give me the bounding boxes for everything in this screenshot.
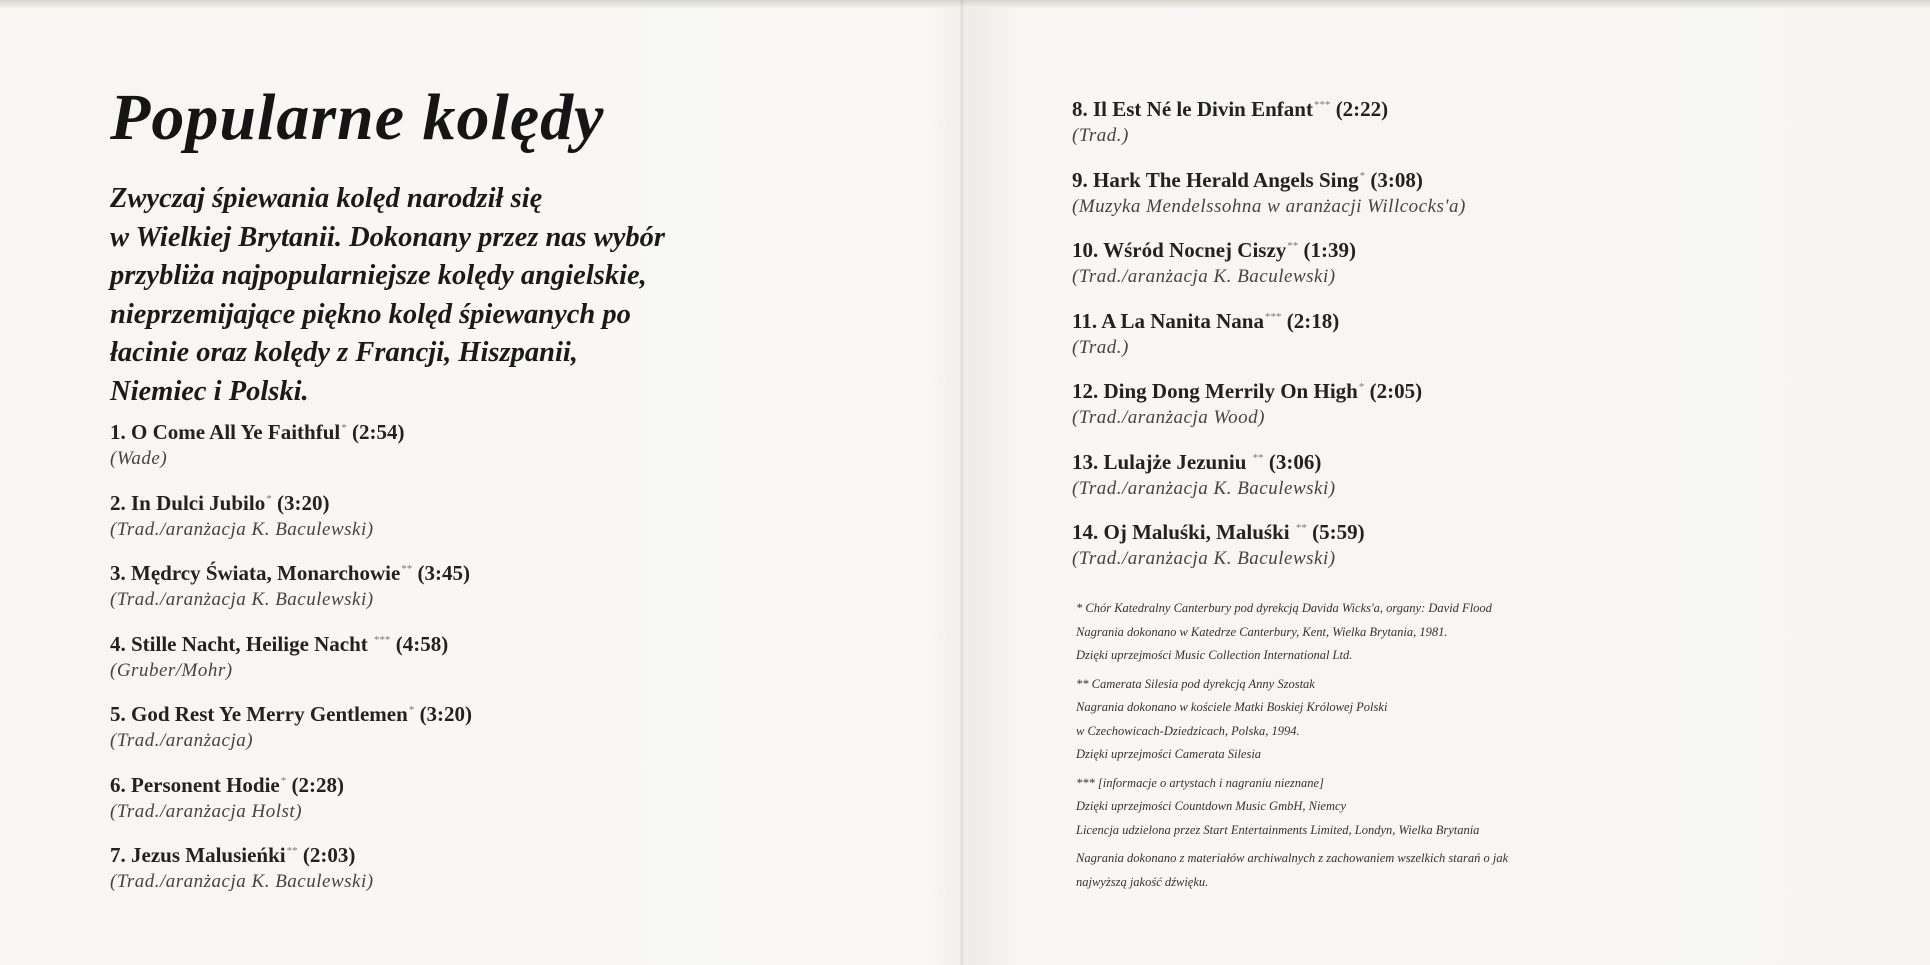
track-time: (3:20) [276,490,330,515]
track-title-line [110,697,930,728]
track-mark: * [1359,169,1366,182]
note-line: Dzięki uprzejmości Countdown Music GmbH, Niemcy [1076,799,1347,813]
center-fold [960,0,964,965]
track-time: (2:03) [302,843,356,867]
track-credit: (Gruber/Mohr) [110,659,233,681]
track-mark: * [266,492,272,505]
track-number: 7. [110,843,126,867]
track-title-line [1072,233,1892,264]
track-item [110,768,930,824]
track-item [110,556,930,612]
track-title: Hark The Herald Angels Sing [1093,167,1359,192]
track-mark: * [1358,381,1365,393]
track-item [1072,92,1892,148]
intro-line: nieprzemijające piękno kolęd śpiewanych po [110,298,631,330]
track-credit: (Trad./aranżacja Wood) [1072,407,1265,428]
track-number: 4. [110,631,126,656]
track-title-line [110,838,930,869]
track-credit: (Trad./aranżacja K. Baculewski) [1072,477,1336,499]
track-item [1072,515,1892,571]
note-line: * Chór Katedralny Canterbury pod dyrekcją Davida Wicks'a, organy: David Flood [1076,601,1492,615]
right-page [1072,92,1892,586]
note-line: Nagrania dokonano w kościele Matki Boskiej Królowej Polski [1076,700,1388,714]
intro-line: Zwyczaj śpiewania kolęd narodził się [110,183,543,214]
track-number: 13. [1072,449,1099,474]
track-credit: (Trad./aranżacja K. Baculewski) [1072,548,1336,569]
track-title: A La Nanita Nana [1101,308,1264,333]
track-title: In Dulci Jubilo [131,490,266,515]
track-time: (3:20) [419,702,473,726]
track-item [1072,445,1892,501]
track-credit: (Wade) [110,448,168,469]
track-credit: (Trad./aranżacja) [110,730,254,751]
track-title-line [110,768,930,799]
note-block-camerata [1076,673,1896,767]
track-title-line [1072,163,1892,194]
track-number: 10. [1072,238,1099,262]
track-item [110,838,930,894]
intro-line: Niemiec i Polski. [110,375,309,407]
note-line: najwyższą jakość dźwięku. [1076,874,1209,889]
track-mark: *** [1264,310,1282,323]
track-title: Ding Dong Merrily On High [1103,379,1358,403]
track-title-line [1072,304,1892,335]
track-number: 11. [1072,308,1098,333]
note-block-canterbury [1076,597,1896,668]
track-time: (3:06) [1268,449,1322,474]
page-title: Popularne kolędy [110,81,605,154]
track-time: (2:28) [291,772,344,797]
track-item [110,697,930,753]
track-time: (3:45) [417,561,471,585]
track-credit: (Muzyka Mendelssohna w aranżacji Willcocks'a) [1072,195,1466,217]
track-title: Il Est Né le Divin Enfant [1093,97,1313,121]
track-number: 12. [1072,379,1099,403]
track-number: 2. [110,490,126,515]
note-block-unknown [1076,772,1896,843]
track-number: 6. [110,772,126,797]
note-line: w Czechowicach-Dziedzicach, Polska, 1994. [1076,723,1300,738]
track-item [1072,163,1892,219]
track-mark: * [280,774,287,787]
track-title-line [1072,92,1892,123]
track-time: (2:54) [351,420,405,444]
track-mark: *** [1313,99,1331,111]
intro-line: łacinie oraz kolędy z Francji, Hiszpanii, [110,337,578,368]
track-item [110,415,930,471]
track-time: (2:22) [1335,97,1389,121]
track-credit: (Trad.) [1072,336,1129,358]
recording-notes [1076,597,1896,899]
track-title-line [110,627,930,658]
track-credit: (Trad./aranżacja K. Baculewski) [110,589,374,610]
note-line: Nagrania dokonano w Katedrze Canterbury, Kent, Wielka Brytania, 1981. [1076,624,1448,639]
track-mark: ** [1252,451,1264,464]
track-mark: ** [1295,522,1307,534]
track-title: O Come All Ye Faithful [131,420,341,444]
track-title-line [110,486,930,517]
track-title-line [1072,374,1892,405]
track-title: Lulajże Jezuniu [1103,449,1247,474]
track-number: 8. [1072,97,1088,121]
track-credit: (Trad./aranżacja Holst) [110,800,303,822]
paper-top-edge [0,0,1930,8]
track-mark: * [408,704,415,716]
track-title: Mędrcy Świata, Monarchowie [131,561,401,585]
intro-line: w Wielkiej Brytanii. Dokonany przez nas wybór [110,221,666,253]
track-credit: (Trad./aranżacja K. Baculewski) [1072,266,1336,287]
track-title: Personent Hodie [131,772,280,797]
track-number: 14. [1072,520,1099,544]
track-time: (3:08) [1370,167,1423,192]
track-time: (5:59) [1312,520,1365,544]
track-mark: *** [374,633,391,646]
track-title-line [1072,515,1892,546]
track-credit: (Trad./aranżacja K. Baculewski) [110,871,374,892]
track-title: Wśród Nocnej Ciszy [1103,238,1287,262]
track-item [110,627,930,683]
track-item [1072,233,1892,289]
track-item [1072,304,1892,360]
note-line: Dzięki uprzejmości Camerata Silesia [1076,747,1262,761]
intro-line: przybliża najpopularniejsze kolędy angielskie, [110,260,647,291]
note-line: ** Camerata Silesia pod dyrekcją Anny Szostak [1076,676,1315,691]
track-number: 1. [110,420,126,444]
track-title: Oj Maluśki, Maluśki [1103,520,1290,544]
track-title: God Rest Ye Merry Gentlemen [131,702,408,726]
track-time: (1:39) [1303,238,1357,262]
track-title-line [1072,445,1892,476]
track-time: (4:58) [395,631,449,656]
left-page [110,80,930,909]
track-mark: ** [401,563,413,575]
intro-paragraph [110,180,930,411]
track-time: (2:05) [1369,379,1423,403]
track-credit: (Trad.) [1072,125,1129,146]
track-mark: * [341,422,347,434]
note-line: Licencja udzielona przez Start Entertainments Limited, Londyn, Wielka Brytania [1076,822,1480,837]
track-title-line [110,415,930,446]
track-time: (2:18) [1286,308,1340,333]
track-number: 9. [1072,167,1088,192]
note-line: Nagrania dokonano z materiałów archiwalnych z zachowaniem wszelkich starań o jak [1076,851,1509,865]
track-title: Stille Nacht, Heilige Nacht [131,631,368,656]
track-item [110,486,930,542]
track-title-line [110,556,930,587]
track-mark: ** [286,845,298,857]
track-list-left [110,415,930,894]
note-block-archival [1076,847,1896,894]
track-list-right [1072,92,1892,571]
track-title: Jezus Malusieńki [131,843,286,867]
note-line: *** [informacje o artystach i nagraniu nieznane] [1076,775,1324,790]
track-number: 5. [110,702,126,726]
track-number: 3. [110,561,126,585]
track-item [1072,374,1892,430]
track-mark: ** [1287,240,1299,252]
track-credit: (Trad./aranżacja K. Baculewski) [110,518,374,540]
note-line: Dzięki uprzejmości Music Collection International Ltd. [1076,648,1353,662]
